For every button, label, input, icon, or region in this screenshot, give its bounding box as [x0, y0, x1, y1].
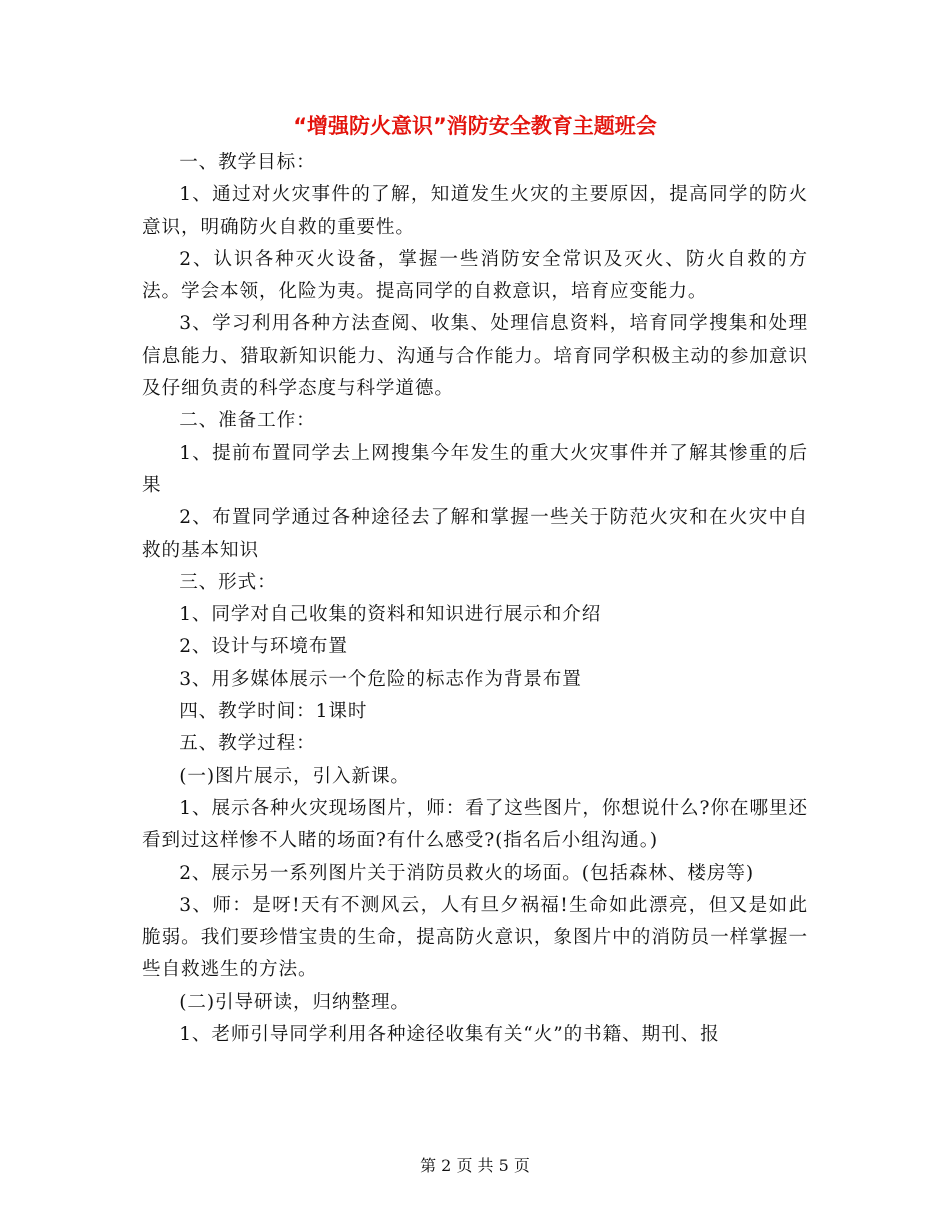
page-number-footer: 第 2 页 共 5 页 — [420, 1156, 530, 1175]
document-body — [142, 147, 808, 1051]
subsection-heading-research: (二)引导研读，归纳整理。 — [179, 991, 410, 1013]
paragraph-format-1: 1、同学对自己收集的资料和知识进行展示和介绍 — [179, 604, 602, 626]
paragraph-format-2: 2、设计与环境布置 — [179, 636, 348, 658]
section-heading-time: 四、教学时间：1课时 — [179, 701, 368, 723]
paragraph-process-1: 1、展示各种火灾现场图片，师：看了这些图片，你想说什么?你在哪里还看到过这样惨不人睹的场面?有什么感受?(指名后小组沟通。) — [142, 797, 808, 852]
section-heading-preparation: 二、准备工作： — [179, 410, 316, 432]
paragraph-format-3: 3、用多媒体展示一个危险的标志作为背景布置 — [179, 668, 582, 690]
paragraph-objective-3: 3、学习利用各种方法查阅、收集、处理信息资料，培育同学搜集和处理信息能力、猎取新知识能力、沟通与合作能力。培育同学积极主动的参加意识及仔细负责的科学态度与科学道德。 — [142, 313, 808, 400]
section-heading-objectives: 一、教学目标： — [179, 152, 316, 173]
paragraph-process-2: 2、展示另一系列图片关于消防员救火的场面。(包括森林、楼房等) — [179, 862, 755, 884]
paragraph-preparation-2: 2、布置同学通过各种途径去了解和掌握一些关于防范火灾和在火灾中自救的基本知识 — [142, 507, 808, 561]
section-heading-format: 三、形式： — [179, 571, 277, 593]
section-heading-process: 五、教学过程： — [179, 733, 316, 755]
paragraph-objective-1: 1、通过对火灾事件的了解，知道发生火灾的主要原因，提高同学的防火意识，明确防火自救的重要性。 — [142, 184, 808, 238]
paragraph-objective-2: 2、认识各种灭火设备，掌握一些消防安全常识及灭火、防火自救的方法。学会本领，化险为夷。提高同学的自救意识，培育应变能力。 — [142, 248, 808, 303]
paragraph-research-1: 1、老师引导同学利用各种途径收集有关“火”的书籍、期刊、报 — [179, 1024, 720, 1046]
document-title: “增强防火意识”消防安全教育主题班会 — [293, 114, 657, 138]
paragraph-process-3: 3、师：是呀!天有不测风云，人有旦夕祸福!生命如此漂亮，但又是如此脆弱。我们要珍惜宝贵的生命，提高防火意识，象图片中的消防员一样掌握一些自救逃生的方法。 — [142, 894, 808, 981]
paragraph-preparation-1: 1、提前布置同学去上网搜集今年发生的重大火灾事件并了解其惨重的后果 — [142, 442, 808, 496]
subsection-heading-pictures: (一)图片展示，引入新课。 — [179, 765, 410, 787]
